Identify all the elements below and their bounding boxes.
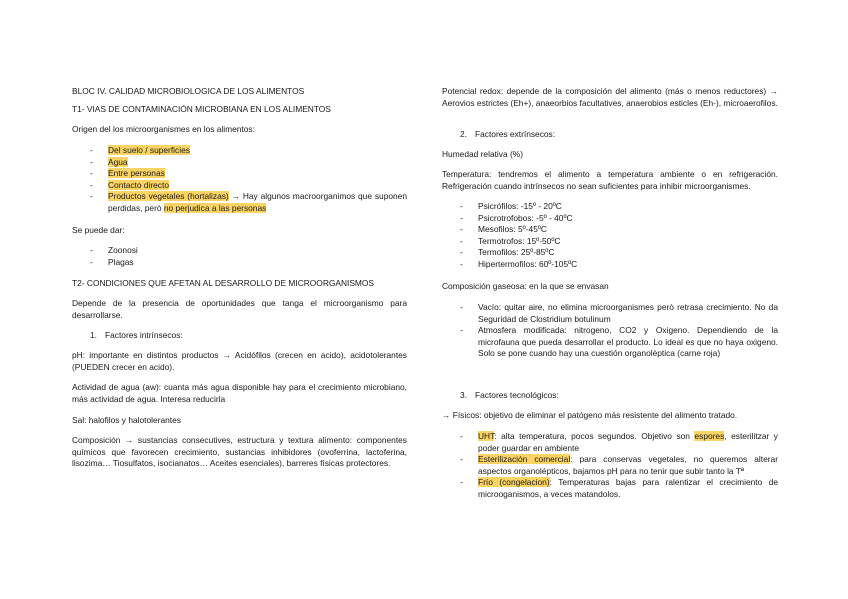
highlight: Agua	[108, 156, 128, 167]
highlight: Productos vegetales (hortalizas)	[108, 191, 229, 202]
factor-number: 2.	[460, 129, 467, 139]
aw-paragraph: Actividad de agua (aw): cuanta más agua disponible hay para el crecimiento microbiano, más actividad de agua. Interesa reducirla	[72, 382, 407, 404]
highlight: Del suelo / superficies	[108, 145, 190, 155]
list-item	[72, 145, 407, 157]
list-item	[442, 477, 778, 500]
list-item: - Vacío: quitar aire, no elimina microorganismes però retrasa crecimiento. No da Seguridad de Clostridium botulinum	[442, 302, 778, 325]
list-item: - Plagas	[72, 257, 407, 269]
bloc-title: BLOC IV. CALIDAD MICROBIOLOGICA DE LOS ALIMENTOS	[72, 86, 305, 96]
list-text: : para conservas vegetales, no queremos alterar aspectos organolépticos, bajamos pH para no tenir que subir tanto la Tª	[478, 454, 778, 476]
highlight: Frío (congelacion)	[478, 477, 550, 488]
list-item: - Termotrofos: 15º-50ºC	[442, 236, 778, 248]
composicion-paragraph: Composición → sustancias consecutives, estructura y textura alimento: componentes químicos que favorecen crecimiento, sustancias inhibidores (ovoferrina, lactoferina, lisozima… Tiosulfatos, isocianatos… Aceites esenciales), barreres físicas protectores.	[72, 435, 407, 469]
list-item: - Termofilos: 25º-85ºC	[442, 247, 778, 259]
list-item: - Mesofilos: 5º-45ºC	[442, 224, 778, 236]
highlight: espores	[694, 431, 725, 441]
highlight: Esterilización comercial	[478, 454, 571, 465]
factor-number: 1.	[90, 330, 97, 340]
origin-heading: Origen del los microorganismes en los alimentos:	[72, 124, 255, 134]
factor-2-heading	[442, 129, 778, 141]
sal-paragraph: Sal: halofilos y halotolerantes	[72, 415, 181, 425]
origin-list	[72, 145, 407, 215]
list-text: → Hay algunos macroorganimos que suponen perdidas, però	[108, 191, 407, 213]
list-item	[72, 157, 407, 169]
list-item	[72, 191, 407, 214]
list-item: - Psicrotrofobos: -5º - 40ºC	[442, 213, 778, 225]
factor-title: Factores extrínsecos:	[475, 129, 556, 139]
list-text: : Temperaturas bajas para ralentizar el crecimiento de microoganismos, a veces matandolos.	[478, 477, 779, 499]
humedad-paragraph: Humedad relativa (%)	[442, 149, 523, 159]
list-item	[442, 431, 778, 454]
factor-3-heading	[442, 390, 778, 402]
list-item: - Hipertermofilos: 60º-105ºC	[442, 259, 778, 271]
gaseosa-list	[442, 302, 778, 360]
list-item: - Psicrófilos: -15º - 20ºC	[442, 201, 778, 213]
gaseosa-paragraph: Composición gaseosa: en la que se envasan	[442, 281, 609, 291]
temperature-list	[442, 201, 778, 271]
tecnologicos-list	[442, 431, 778, 501]
list-item	[442, 454, 778, 477]
factor-title: Factores tecnológicos:	[475, 390, 559, 400]
se-puede-heading: Se puede dar:	[72, 225, 125, 235]
list-text: , esterilitzar y poder guardar en ambiente	[478, 431, 778, 453]
redox-paragraph: Potencial redox: depende de la composición del alimento (más o menos reductores) → Aerovios estrictes (Eh+), anaeorbios facultatives, anaerobios esticles (Eh-), microaerofilos.	[442, 86, 778, 108]
t2-title: T2- CONDICIONES QUE AFETAN AL DESARROLLO DE MICROORGANISMOS	[72, 278, 375, 288]
fisicos-paragraph: → Físicos: objetivo de eliminar el patógeno más resistente del alimento tratado.	[442, 410, 738, 420]
list-item	[72, 180, 407, 192]
factor-title: Factores intrínsecos:	[105, 330, 183, 340]
se-puede-list	[72, 245, 407, 268]
list-text: : alta temperatura, pocos segundos. Objetivo son	[494, 431, 695, 441]
t1-title: T1- VIAS DE CONTAMINACIÓN MICROBIANA EN LOS ALIMENTOS	[72, 104, 331, 114]
list-item: - Atmosfera modificada: nitrogeno, CO2 y Oxigeno. Dependiendo de la microfauna que pueda desarrollar el producto. Lo ideal es que no haya oxigeno. Solo se pone cuando hay una cuestión organolèptica (carne roja)	[442, 325, 778, 360]
ph-paragraph: pH: importante en distintos productos → Acidófilos (crecen en acido), acidotolerantes (PUEDEN crecer en acido).	[72, 350, 407, 372]
depende-paragraph: Depende de la presencia de oportunidades que tanga el microorganismo para desarrollarse.	[72, 298, 407, 320]
highlight: no perjudica a las personas	[163, 202, 267, 213]
list-item	[72, 168, 407, 180]
highlight: UHT	[478, 431, 495, 441]
factor-number: 3.	[460, 390, 467, 400]
highlight: Contacto directo	[108, 179, 169, 190]
highlight: Entre personas	[108, 168, 165, 179]
temperatura-paragraph: Temperatura: tendremos el alimento a temperatura ambiente o en refrigeración. Refrigeración cuando intrínsecos no sean suficientes para inhibir microorganismes.	[442, 169, 778, 191]
factor-1-heading	[72, 330, 407, 342]
list-item: - Zoonosi	[72, 245, 407, 257]
